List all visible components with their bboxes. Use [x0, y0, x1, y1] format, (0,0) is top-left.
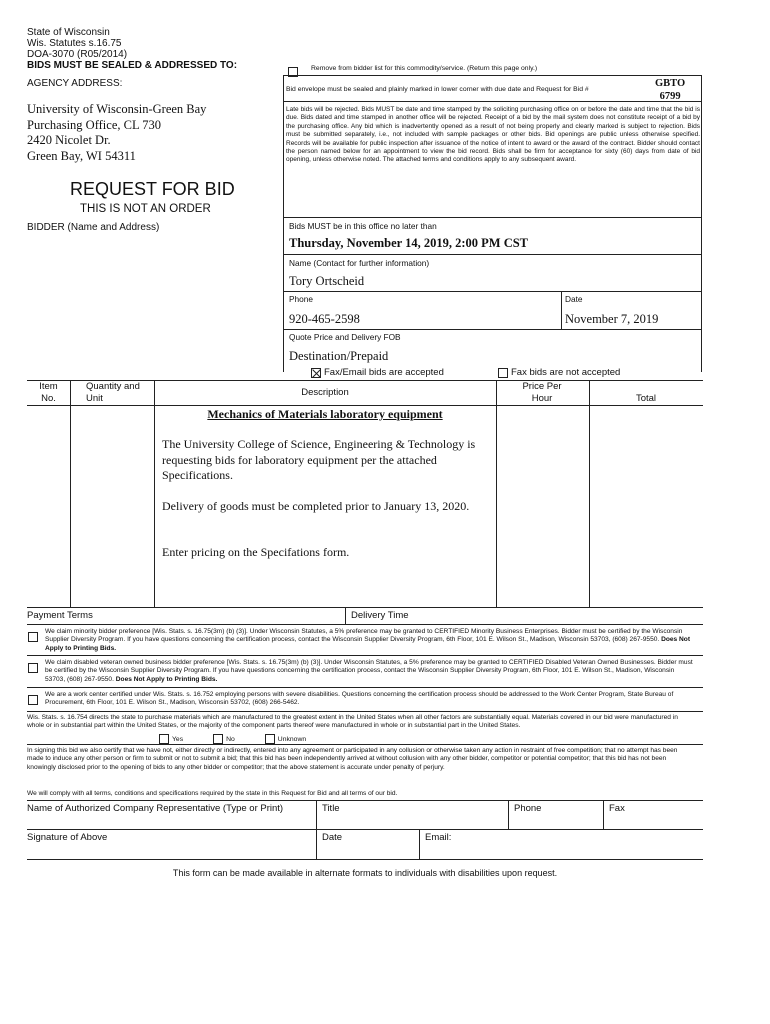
- due-label: Bids MUST be in this office no later than: [289, 221, 437, 231]
- email-label: Email:: [425, 832, 452, 843]
- us-manufacture-text: Wis. Stats. s. 16.754 directs the state to purchase materials which are manufactured to the greatest extent in the United States when all other factors are substantially equal. Materials covered in our bid were manufactured in whole or in substantial part within the United States, or the majority of the component parts thereof were manufactured in whole or in substantial part in the United States.: [27, 714, 678, 730]
- unknown-checkbox[interactable]: [265, 734, 275, 744]
- minority-checkbox[interactable]: [28, 628, 38, 646]
- title-label: Title: [322, 803, 340, 814]
- comply-text: We will comply with all terms, conditions and specifications required by the state in this Request for Bid and all terms of our bid.: [27, 790, 398, 797]
- us-manufacture-options: [159, 734, 306, 744]
- bid-number-value: 6799: [659, 90, 681, 102]
- no-label: No: [226, 735, 235, 743]
- phone-label: Phone: [289, 294, 313, 304]
- rep-fax-label: Fax: [609, 803, 625, 814]
- agency-line: Green Bay, WI 54311: [27, 148, 136, 163]
- col-item: Item No.: [39, 381, 58, 404]
- no-checkbox[interactable]: [213, 734, 223, 744]
- signature-date-label: Date: [322, 832, 343, 843]
- veteran-text: [45, 659, 695, 684]
- state-label: State of Wisconsin: [27, 27, 110, 38]
- agency-line: 2420 Nicolet Dr.: [27, 133, 111, 147]
- description-title: Mechanics of Materials laboratory equipment: [207, 407, 443, 421]
- bids-sealed-heading: BIDS MUST BE SEALED & ADDRESSED TO:: [27, 60, 238, 71]
- fob-value: Destination/Prepaid: [289, 349, 389, 363]
- minority-note: Does Not Apply to Printing Bids.: [45, 636, 691, 652]
- date-value: November 7, 2019: [565, 312, 659, 326]
- alt-formats-note: This form can be made available in alternate formats to individuals with disabilities upon request.: [172, 868, 558, 878]
- workcenter-checkbox[interactable]: [28, 691, 38, 709]
- yes-option[interactable]: [159, 734, 183, 744]
- due-value: Thursday, November 14, 2019, 2:00 PM CST: [289, 236, 529, 250]
- veteran-checkbox[interactable]: [28, 659, 38, 677]
- unknown-option[interactable]: [265, 734, 306, 744]
- fax-accepted-checkbox[interactable]: [311, 368, 321, 378]
- remove-checkbox[interactable]: [288, 63, 298, 81]
- bid-prefix: GBTO: [655, 78, 686, 89]
- minority-text: [45, 628, 695, 653]
- fax-not-accepted-option[interactable]: [498, 367, 620, 378]
- form-header: [27, 27, 237, 71]
- delivery-time-label: Delivery Time: [351, 610, 409, 621]
- date-label: Date: [565, 294, 583, 304]
- remove-text: Remove from bidder list for this commodity/service. (Return this page only.): [311, 65, 538, 72]
- description-paragraph: Enter pricing on the Specifations form.: [162, 545, 350, 559]
- contact-label: Name (Contact for further information): [289, 258, 430, 268]
- late-bids-text: Late bids will be rejected. Bids MUST be date and time stamped by the soliciting purchasing office on or before the date and time that the bid is due. Bids dated and time stamped in another office will be rejected. Receipt of a bid by the mail system does not constitute receipt of a bid by the purchasing office. Any bid which is inadvertently opened as a result of not being properly and clearly marked is subject to rejection. Bids must be submitted separately, i.e., not included with sample packages or other bids. Bid openings are public unless otherwise specified. Records will be available for public inspection after issuance of the notice of intent to award or the award of the contract. Bidder should contact the person named below for an appointment to view the bid record. Bids shall be firm for acceptance for sixty (60) days from date of bid opening, unless otherwise noted. The attached terms and conditions apply to any subsequent award.: [286, 106, 700, 164]
- page-title: REQUEST FOR BID: [70, 179, 235, 199]
- unknown-label: Unknown: [277, 735, 307, 743]
- bid-number: [655, 78, 685, 103]
- minority-preference-text: We claim minority bidder preference [Wis. Stats. s. 16.75(3m) (b) (3)]. Under Wisconsin Statutes, a 5% preference may be granted to CERTIFIED Minority Business Enterprises. Bidder must be certified by the Wisconsin Supplier Diversity Program. If you have questions concerning the certification process, contact the Wisconsin Supplier Diversity Program, 6th Floor, 101 E. Wilson St., Madison, Wisconsin 53703, (608) 267-9550.: [45, 628, 683, 644]
- agency-line: Purchasing Office, CL 730: [27, 117, 162, 132]
- col-description: Description: [301, 387, 349, 398]
- col-qty: Quantity and Unit: [86, 381, 140, 404]
- veteran-preference-text: We claim disabled veteran owned business bidder preference [Wis. Stats. s. 16.75(3m) (b) (3)]. Under Wisconsin Statutes, a 5% preference may be granted to CERTIFIED Disabled Veteran Owned Businesses. Bidder must be certified by the Wisconsin Supplier Diversity Program. If you have questions concerning the certification process, contact the Wisconsin Supplier Diversity Program, 6th Floor, 101 E. Wilson St., Madison, Wisconsin 53703, (608) 267-9550.: [45, 659, 693, 683]
- description-paragraph: Delivery of goods must be completed prior to January 13, 2020.: [162, 499, 470, 513]
- yes-label: Yes: [172, 735, 184, 743]
- col-total: Total: [635, 393, 657, 404]
- veteran-note: Does Not Apply to Printing Bids.: [115, 675, 218, 683]
- rep-label: Name of Authorized Company Representative (Type or Print): [27, 803, 284, 814]
- fax-not-accepted-checkbox[interactable]: [498, 368, 508, 378]
- statutes-label: Wis. Statutes s.16.75: [27, 38, 122, 49]
- bidder-address-field[interactable]: [27, 236, 282, 374]
- agency-line: University of Wisconsin-Green Bay: [27, 102, 207, 116]
- agency-address-label: AGENCY ADDRESS:: [27, 78, 123, 89]
- signature-label: Signature of Above: [27, 832, 108, 843]
- col-price: Price Per Hour: [522, 381, 562, 404]
- contact-value: Tory Ortscheid: [289, 274, 365, 288]
- phone-value: 920-465-2598: [289, 312, 360, 326]
- yes-checkbox[interactable]: [159, 734, 169, 744]
- rep-phone-label: Phone: [514, 803, 542, 814]
- description-paragraph: The University College of Science, Engineering & Technology is requesting bids for laboratory equipment per the attached Specifications.: [162, 437, 476, 482]
- collusion-text: In signing this bid we also certify that we have not, either directly or indirectly, entered into any agreement or participated in any collusion or otherwise taken any action in restraint of free competition; that no attempt has been made to induce any other person or firm to submit or not to submit a bid; that this bid has been independently arrived at without collusion with any other bidder, competitor or potential competitor; that this bid has not been knowingly disclosed prior to the opening of bids to any other bidder or competitor; that the above statement is accurate under penalty of perjury.: [27, 747, 678, 771]
- agency-address: [27, 102, 206, 164]
- payment-terms-label: Payment Terms: [27, 610, 93, 621]
- fax-accepted-option[interactable]: [311, 367, 444, 378]
- workcenter-text: We are a work center certified under Wis. Stats. s. 16.752 employing persons with severe disabilities. Questions concerning the certification process should be addressed to the Work Center Program, State Bureau of Procurement, 6th Floor, 101 E. Wilson St., Madison, Wisconsin 53702, (608) 266-5462.: [45, 691, 674, 707]
- no-option[interactable]: [213, 734, 235, 744]
- fax-accepted-label: Fax/Email bids are accepted: [324, 367, 444, 378]
- form-number: DOA-3070 (R05/2014): [27, 49, 128, 60]
- fob-label: Quote Price and Delivery FOB: [289, 332, 401, 342]
- envelope-text: Bid envelope must be sealed and plainly marked in lower corner with due date and Request for Bid #: [286, 86, 589, 93]
- not-order-label: THIS IS NOT AN ORDER: [80, 203, 211, 215]
- bidder-label: BIDDER (Name and Address): [27, 222, 160, 233]
- fax-not-accepted-label: Fax bids are not accepted: [511, 367, 621, 378]
